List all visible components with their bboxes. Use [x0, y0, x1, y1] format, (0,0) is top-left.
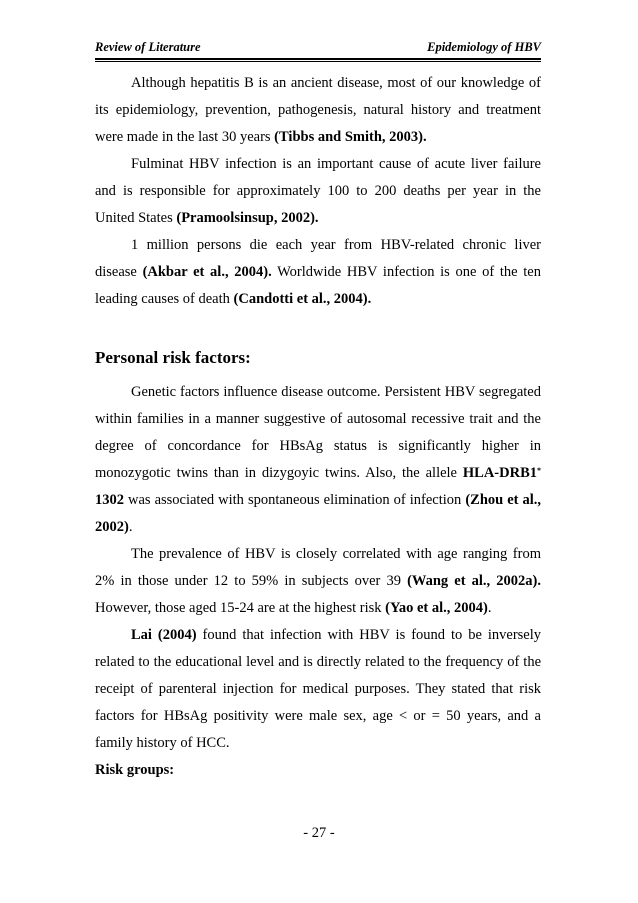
- citation: (Candotti et al., 2004).: [233, 291, 372, 307]
- paragraph-text: However, those aged 15-24 are at the highest risk: [95, 600, 386, 616]
- paragraph-fulminant: [95, 151, 541, 232]
- paragraph-ancient-disease: [95, 70, 541, 151]
- paragraph-text: 1 million persons die each year from HBV-related chronic liver disease: [95, 237, 541, 280]
- paragraph-text: found that infection with HBV is found to be inversely related to the educational level and is directly related to the frequency of the receipt of parenteral injection for medical purposes. They stated that risk factors for HBsAg positivity were male sex, age < or = 50 years, and a family history of HCC.: [95, 627, 542, 751]
- paragraph-text: Fulminat HBV infection is an important cause of acute liver failure and is responsible for approximately 100 to 200 deaths per year in the United States: [95, 156, 541, 226]
- paragraph-text: was associated with spontaneous elimination of infection: [124, 492, 466, 508]
- paragraph-text: Although hepatitis B is an ancient disease, most of our knowledge of its epidemiology, prevention, pathogenesis, natural history and treatment were made in the last 30 years: [95, 75, 541, 145]
- paragraph-text: Genetic factors influence disease outcome. Persistent HBV segregated within families in a manner suggestive of autosomal recessive trait and the degree of concordance for HBsAg status is significantly higher in monozygotic twins than in dizygoyic twins. Also, the allele: [95, 384, 541, 481]
- paragraph-lai: [95, 622, 541, 757]
- paragraph-end: .: [128, 519, 133, 535]
- citation: Lai (2004): [131, 627, 197, 643]
- citation: (Zhou et al., 2002): [95, 492, 541, 535]
- header-right-title: Epidemiology of HBV: [427, 40, 541, 54]
- header-rule-thick: [95, 58, 541, 60]
- citation: (Wang et al., 2002a).: [407, 573, 542, 589]
- section-heading-personal-risk: Personal risk factors:: [95, 348, 251, 367]
- paragraph-text: Worldwide HBV infection is one of the ten leading causes of death: [95, 264, 541, 307]
- allele-superscript: *: [537, 466, 541, 475]
- allele-number: 1302: [95, 492, 124, 508]
- paragraph-text: The prevalence of HBV is closely correlated with age ranging from 2% in those under 12 to 59% in subjects over 39: [95, 546, 541, 589]
- citation: (Yao et al., 2004): [385, 600, 488, 616]
- citation: (Pramoolsinsup, 2002).: [176, 210, 319, 226]
- page-body: [95, 70, 541, 784]
- section-heading-risk-groups: Risk groups:: [95, 762, 175, 778]
- paragraph-genetic: [95, 379, 541, 541]
- citation: (Akbar et al., 2004).: [142, 264, 272, 280]
- header-rule-thin: [95, 61, 541, 62]
- citation: (Tibbs and Smith, 2003).: [274, 129, 427, 145]
- paragraph-end: .: [487, 600, 492, 616]
- paragraph-deaths: [95, 232, 541, 313]
- header-left-title: Review of Literature: [95, 40, 201, 54]
- allele-name: HLA-DRB1: [462, 465, 537, 481]
- page-number: - 27 -: [303, 825, 335, 841]
- paragraph-prevalence: [95, 541, 541, 622]
- page-header: [95, 40, 541, 58]
